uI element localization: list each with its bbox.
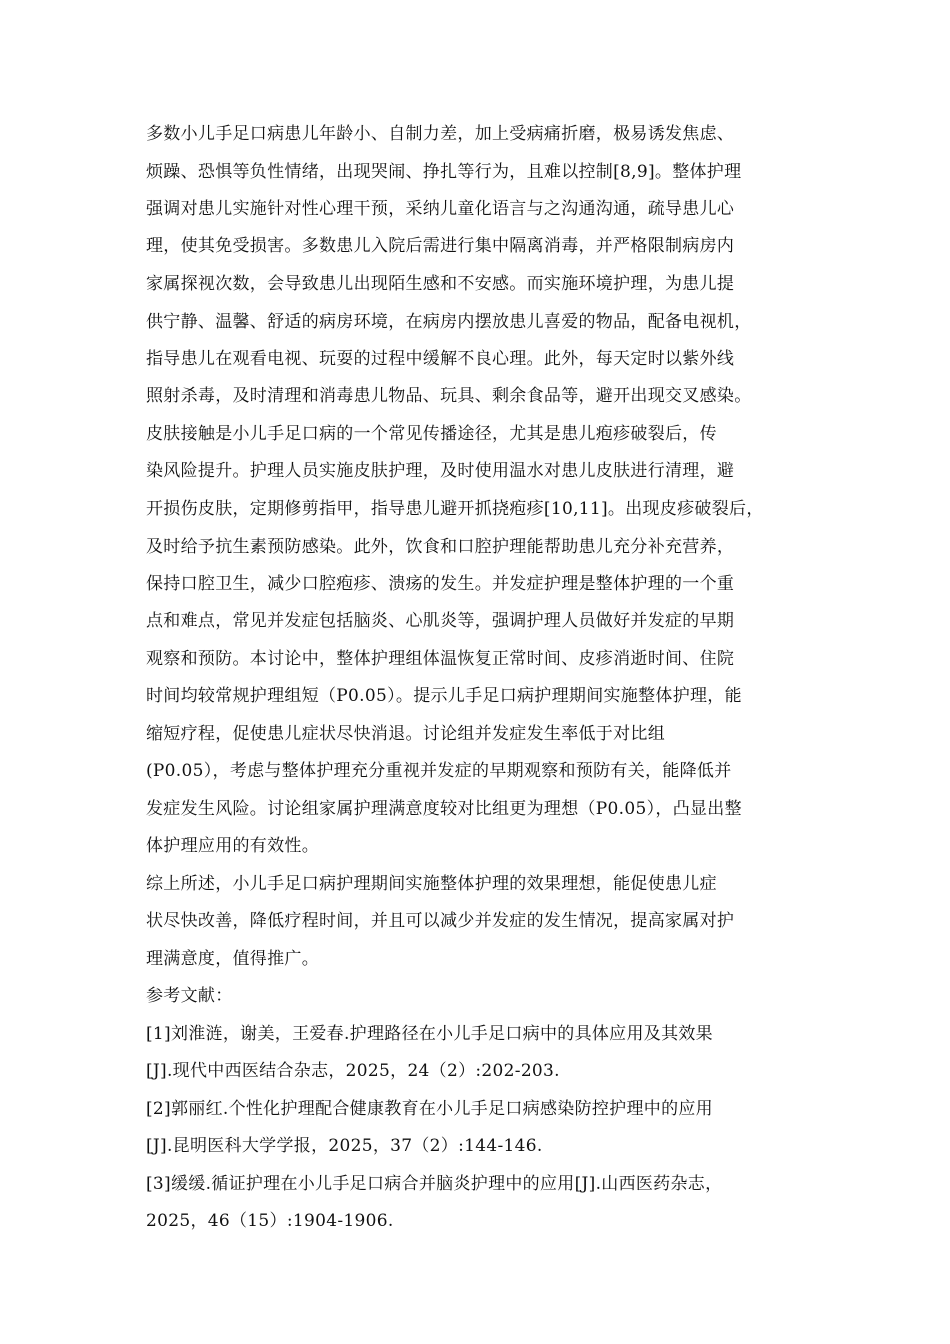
paragraph-line: 烦躁、恐惧等负性情绪，出现哭闹、挣扎等行为，且难以控制[8,9]。整体护理 [146,162,742,182]
reference-line: [2]郭丽红.个性化护理配合健康教育在小儿手足口病感染防控护理中的应用 [146,1099,713,1119]
paragraph-line: 多数小儿手足口病患儿年龄小、自制力差，加上受病痛折磨，极易诱发焦虑、 [146,124,735,144]
paragraph-line: 缩短疗程，促使患儿症状尽快消退。讨论组并发症发生率低于对比组 [146,724,665,744]
reference-line: [J].现代中西医结合杂志，2025，24（2）:202-203. [146,1061,560,1081]
reference-line: [1]刘淮涟，谢美，王爱春.护理路径在小儿手足口病中的具体应用及其效果 [146,1024,713,1044]
paragraph-line: 保持口腔卫生，减少口腔疱疹、溃疡的发生。并发症护理是整体护理的一个重 [146,574,735,594]
paragraph-line: 染风险提升。护理人员实施皮肤护理，及时使用温水对患儿皮肤进行清理，避 [146,461,735,481]
paragraph-line: 时间均较常规护理组短（P0.05）。提示儿手足口病护理期间实施整体护理，能 [146,686,742,706]
paragraph-line: 理满意度，值得推广。 [146,949,319,969]
paragraph-line: 供宁静、温馨、舒适的病房环境，在病房内摆放患儿喜爱的物品，配备电视机， [146,312,752,332]
paragraph-line: 家属探视次数，会导致患儿出现陌生感和不安感。而实施环境护理，为患儿提 [146,274,735,294]
paragraph-line: (P0.05），考虑与整体护理充分重视并发症的早期观察和预防有关，能降低并 [146,761,732,781]
paragraph-line: 点和难点，常见并发症包括脑炎、心肌炎等，强调护理人员做好并发症的早期 [146,611,735,631]
reference-line: 2025，46（15）:1904-1906. [146,1211,394,1231]
paragraph-line: 状尽快改善，降低疗程时间，并且可以减少并发症的发生情况，提高家属对护 [146,911,735,931]
references-heading: 参考文献： [146,986,233,1006]
paragraph-line: 开损伤皮肤，定期修剪指甲，指导患儿避开抓挠疱疹[10,11]。出现皮疹破裂后， [146,499,764,519]
paragraph-line: 体护理应用的有效性。 [146,836,319,856]
paragraph-line: 皮肤接触是小儿手足口病的一个常见传播途径，尤其是患儿疱疹破裂后，传 [146,424,717,444]
paragraph-line: 强调对患儿实施针对性心理干预，采纳儿童化语言与之沟通沟通，疏导患儿心 [146,199,735,219]
paragraph-line: 照射杀毒，及时清理和消毒患儿物品、玩具、剩余食品等，避开出现交叉感染。 [146,386,752,406]
paragraph-line: 指导患儿在观看电视、玩耍的过程中缓解不良心理。此外，每天定时以紫外线 [146,349,735,369]
reference-line: [3]缓缓.循证护理在小儿手足口病合并脑炎护理中的应用[J].山西医药杂志， [146,1174,723,1194]
paragraph-line: 及时给予抗生素预防感染。此外，饮食和口腔护理能帮助患儿充分补充营养， [146,537,735,557]
paragraph-line: 发症发生风险。讨论组家属护理满意度较对比组更为理想（P0.05），凸显出整 [146,799,742,819]
paragraph-line: 综上所述，小儿手足口病护理期间实施整体护理的效果理想，能促使患儿症 [146,874,717,894]
paragraph-line: 观察和预防。本讨论中，整体护理组体温恢复正常时间、皮疹消逝时间、住院 [146,649,735,669]
paragraph-line: 理，使其免受损害。多数患儿入院后需进行集中隔离消毒，并严格限制病房内 [146,236,735,256]
reference-line: [J].昆明医科大学学报，2025，37（2）:144-146. [146,1136,543,1156]
